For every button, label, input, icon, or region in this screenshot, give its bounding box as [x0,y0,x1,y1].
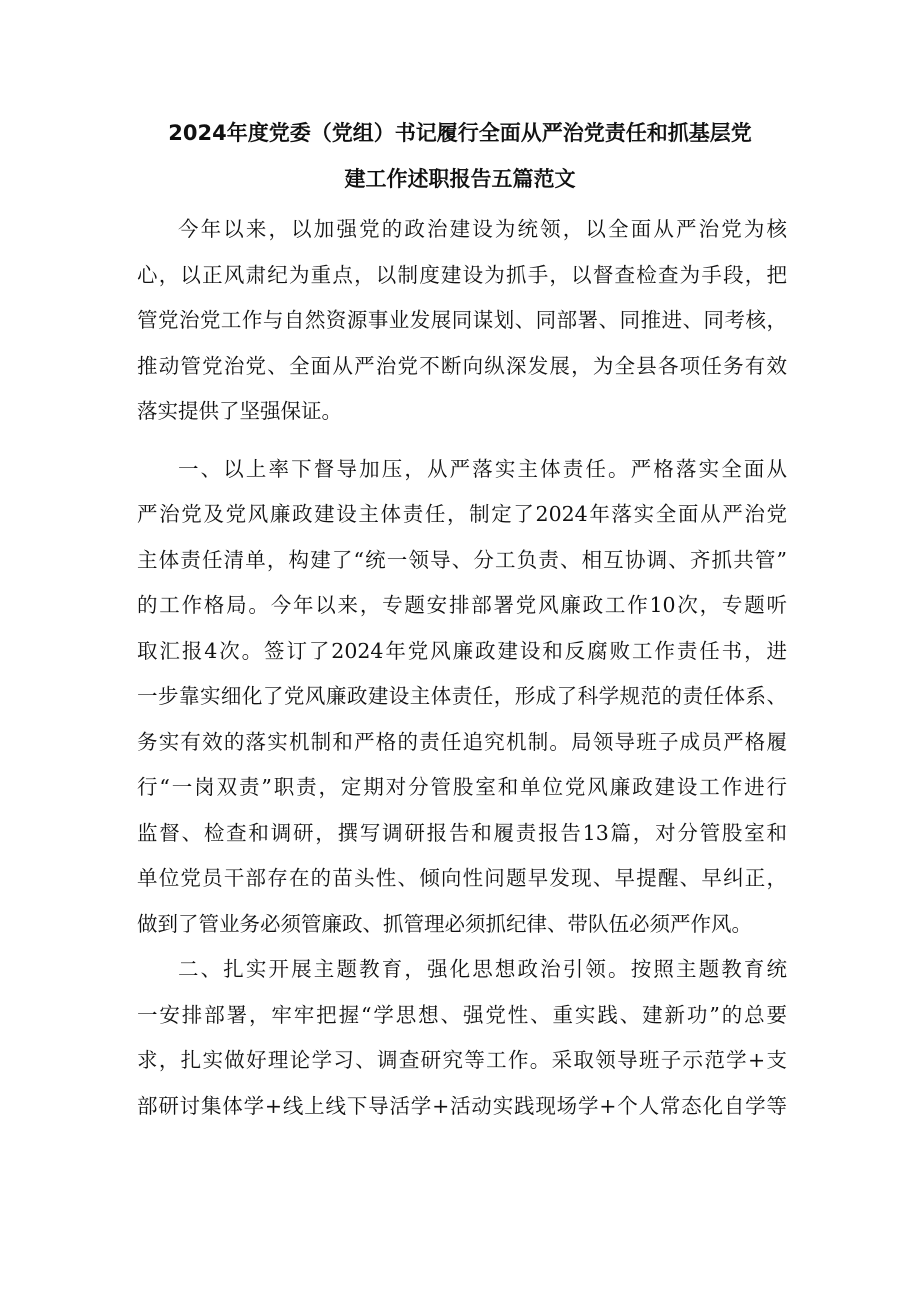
text-line: 主体责任清单，构建了“统一领导、分工负责、相互协调、齐抓共管” [137,547,787,572]
text-line: 部研讨集体学+线上线下导活学+活动实践现场学+个人常态化自学等 [137,1093,787,1118]
text-line: 取汇报4次。签订了2024年党风廉政建设和反腐败工作责任书，进 [137,638,787,663]
text-line: 行“一岗双责”职责，定期对分管股室和单位党风廉政建设工作进行 [137,775,787,799]
document-body [137,207,787,1129]
text-line: 做到了管业务必须管廉政、抓管理必须抓纪律、带队伍必须严作风。 [137,911,752,936]
paragraph-section-two [137,947,787,1129]
paragraph-section-one [137,447,787,948]
text-line: 一、以上率下督导加压，从严落实主体责任。严格落实全面从 [178,456,787,481]
text-line: 心，以正风肃纪为重点，以制度建设为抓手，以督查检查为手段，把 [137,262,787,287]
paragraph-intro [137,207,787,435]
text-line: 单位党员干部存在的苗头性、倾向性问题早发现、早提醒、早纠正， [137,866,787,890]
document-title-line-2: 建工作述职报告五篇范文 [344,167,576,191]
text-line: 推动管党治党、全面从严治党不断向纵深发展，为全县各项任务有效 [137,353,787,378]
text-line: 监督、检查和调研，撰写调研报告和履责报告13篇，对分管股室和 [137,820,787,845]
text-line: 求，扎实做好理论学习、调查研究等工作。采取领导班子示范学+支 [137,1048,787,1072]
text-line: 二、扎实开展主题教育，强化思想政治引领。按照主题教育统 [178,957,787,981]
text-line: 管党治党工作与自然资源事业发展同谋划、同部署、同推进、同考核， [137,308,787,332]
text-line: 落实提供了坚强保证。 [137,399,342,423]
text-line: 的工作格局。今年以来，专题安排部署党风廉政工作10次，专题听 [137,593,787,617]
text-line: 一步靠实细化了党风廉政建设主体责任，形成了科学规范的责任体系、 [137,684,787,708]
text-line: 务实有效的落实机制和严格的责任追究机制。局领导班子成员严格履 [137,729,787,754]
document-title-line-1: 2024年度党委（党组）书记履行全面从严治党责任和抓基层党 [168,121,752,145]
text-line: 今年以来，以加强党的政治建设为统领，以全面从严治党为核 [178,217,787,241]
text-line: 一安排部署，牢牢把握“学思想、强党性、重实践、建新功”的总要 [137,1002,787,1027]
text-line: 严治党及党风廉政建设主体责任，制定了2024年落实全面从严治党 [137,502,787,526]
